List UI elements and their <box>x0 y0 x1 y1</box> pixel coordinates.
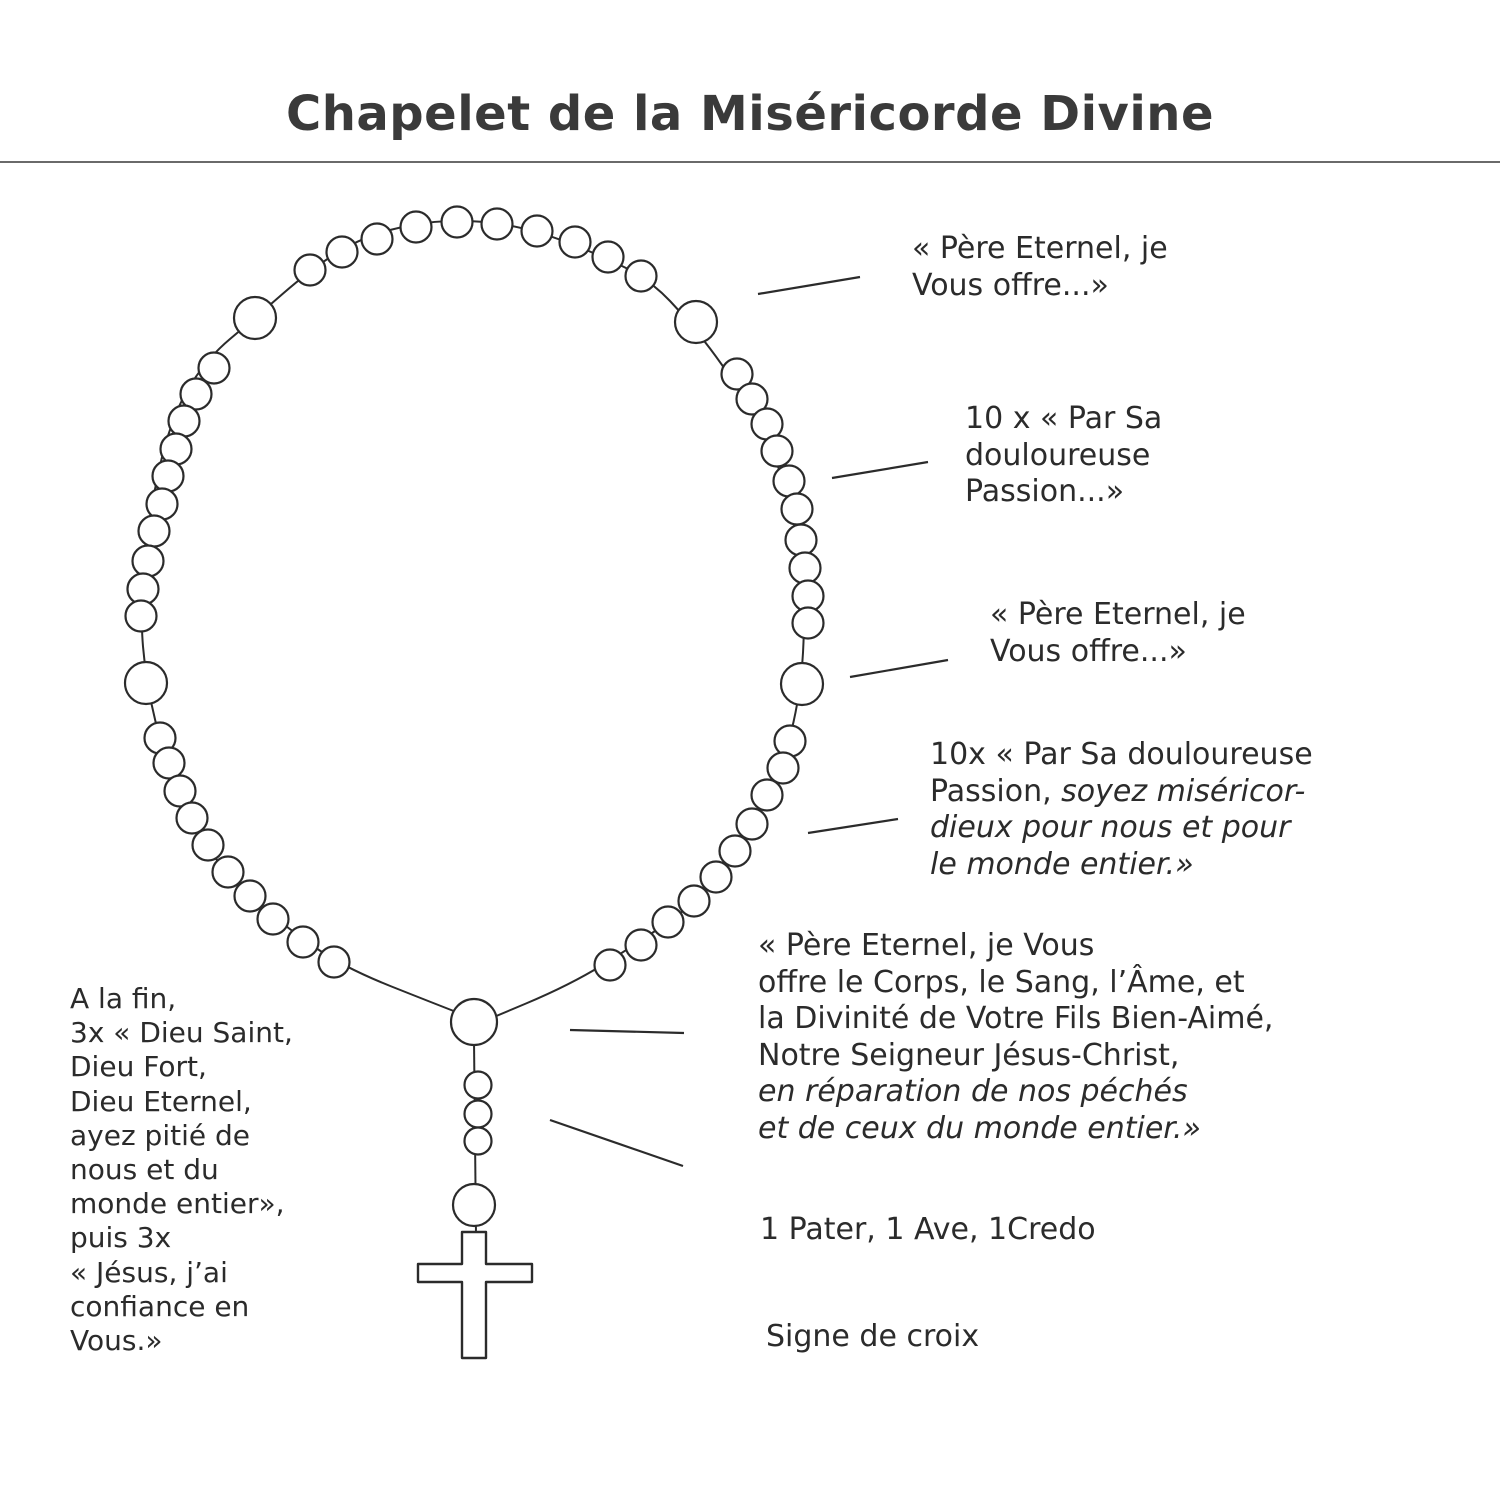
ave-bead <box>793 608 824 639</box>
leader-line <box>850 660 948 677</box>
ave-bead <box>560 227 591 258</box>
pater-bead <box>781 663 823 705</box>
ave-bead <box>193 830 224 861</box>
ave-bead <box>169 406 200 437</box>
ave-bead <box>786 525 817 556</box>
label-line: et de ceux du monde entier.» <box>758 1110 1201 1146</box>
ave-bead <box>482 209 513 240</box>
ave-bead <box>319 947 350 978</box>
pater-bead <box>234 297 276 339</box>
ave-bead <box>626 261 657 292</box>
ave-bead <box>701 862 732 893</box>
ave-bead <box>327 237 358 268</box>
ave-bead <box>442 207 473 238</box>
ave-bead <box>199 353 230 384</box>
pendant-ave-bead <box>465 1128 492 1155</box>
ave-bead <box>126 601 157 632</box>
label-opening-prayers: 1 Pater, 1 Ave, 1Credo <box>760 1212 1096 1247</box>
label-line: 3x « Dieu Saint, <box>70 1016 293 1050</box>
label-line: 10 x « Par Sa <box>965 401 1163 436</box>
label-line: offre le Corps, le Sang, l’Âme, et <box>758 964 1245 1000</box>
leader-line <box>832 462 928 478</box>
leader-line <box>758 277 860 294</box>
label-line-italic: soyez miséricor- <box>1061 773 1306 809</box>
label-line: douloureuse <box>965 437 1151 473</box>
leader-line <box>808 819 898 833</box>
ave-bead <box>774 466 805 497</box>
pater-bead <box>125 662 167 704</box>
center-medal-bead <box>451 999 497 1045</box>
pendant-pater-bead <box>453 1184 495 1226</box>
label-line: Dieu Fort, <box>70 1050 207 1084</box>
ave-bead <box>737 809 768 840</box>
label-offering <box>758 928 1273 1147</box>
label-eternal-father-middle <box>990 597 1246 670</box>
label-line: monde entier», <box>70 1187 285 1221</box>
leader-line <box>570 1030 684 1033</box>
label-ending-prayers <box>70 982 293 1358</box>
ave-bead <box>762 436 793 467</box>
pendant-ave-bead <box>465 1101 492 1128</box>
label-line: « Père Eternel, je <box>912 231 1168 266</box>
ave-bead <box>768 753 799 784</box>
ave-bead <box>720 836 751 867</box>
label-line: Notre Seigneur Jésus-Christ, <box>758 1037 1180 1073</box>
label-line: nous et du <box>70 1153 219 1187</box>
ave-bead <box>288 927 319 958</box>
label-eternal-father-top <box>912 231 1168 304</box>
ave-bead <box>235 881 266 912</box>
label-line: ayez pitié de <box>70 1118 250 1152</box>
ave-bead <box>153 461 184 492</box>
ave-bead <box>790 553 821 584</box>
label-line: en réparation de nos péchés <box>758 1074 1188 1109</box>
ave-bead <box>177 803 208 834</box>
label-line: « Père Eternel, je Vous <box>758 928 1095 963</box>
ave-bead <box>139 516 170 547</box>
ave-bead <box>653 907 684 938</box>
ave-bead <box>154 748 185 779</box>
ave-bead <box>626 930 657 961</box>
ave-bead <box>133 546 164 577</box>
ave-bead <box>782 494 813 525</box>
ave-bead <box>752 780 783 811</box>
ave-bead <box>362 224 393 255</box>
label-line: la Divinité de Votre Fils Bien-Aimé, <box>758 1001 1274 1036</box>
ave-bead <box>295 255 326 286</box>
ave-bead <box>595 950 626 981</box>
pendant-ave-bead <box>465 1072 492 1099</box>
label-line: confiance en <box>70 1289 250 1323</box>
ave-bead <box>401 212 432 243</box>
ave-bead <box>775 726 806 757</box>
label-line: Dieu Eternel, <box>70 1084 252 1118</box>
label-sign-of-cross: Signe de croix <box>766 1319 980 1354</box>
label-line: « Jésus, j’ai <box>70 1255 228 1289</box>
crucifix <box>418 1232 532 1358</box>
label-line: dieux pour nous et pour <box>930 810 1291 845</box>
label-decade-short <box>965 401 1162 511</box>
label-line: Vous.» <box>70 1324 163 1358</box>
label-line <box>930 774 1313 811</box>
label-line: Passion...» <box>965 474 1125 509</box>
label-line-normal: Passion, <box>930 773 1062 809</box>
ave-bead <box>258 904 289 935</box>
label-line: A la fin, <box>70 982 177 1015</box>
label-decade-full <box>930 737 1313 883</box>
label-line: 10x « Par Sa douloureuse <box>930 737 1313 772</box>
label-line: Vous offre...» <box>990 633 1187 669</box>
leader-line <box>550 1120 683 1166</box>
ave-bead <box>213 857 244 888</box>
label-line: Vous offre...» <box>912 267 1109 303</box>
page-title: Chapelet de la Miséricorde Divine <box>285 86 1214 142</box>
ave-bead <box>679 886 710 917</box>
label-line: le monde entier.» <box>930 846 1194 882</box>
ave-bead <box>522 216 553 247</box>
pater-bead <box>675 301 717 343</box>
label-line: « Père Eternel, je <box>990 597 1246 632</box>
ave-bead <box>593 242 624 273</box>
label-line: puis 3x <box>70 1221 172 1255</box>
